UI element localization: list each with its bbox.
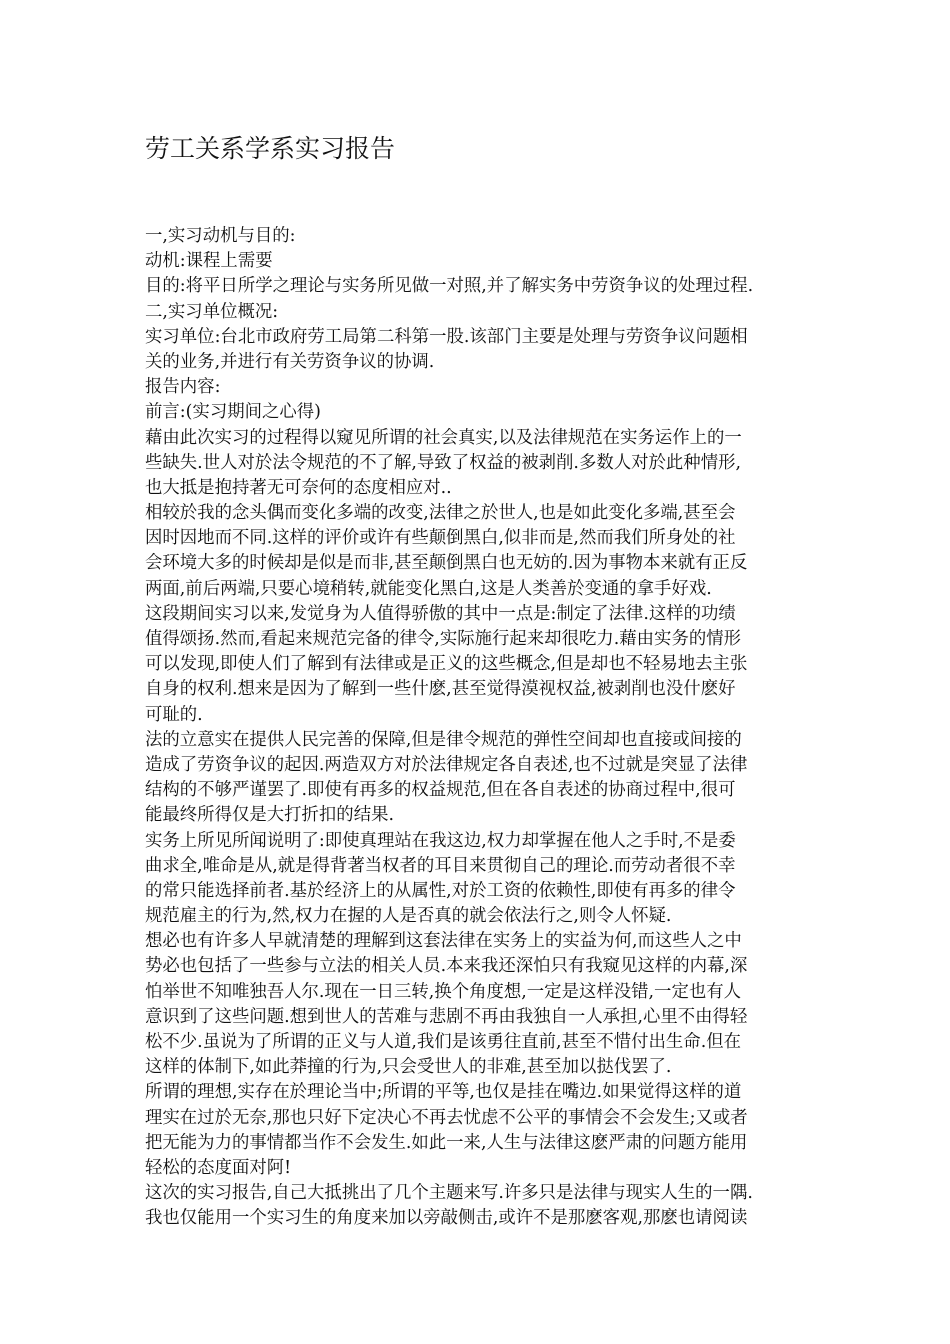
text-line: 这次的实习报告,自己大抵挑出了几个主题来写.许多只是法律与现实人生的一隅. xyxy=(145,1183,753,1204)
text-line: 曲求全,唯命是从,就是得背著当权者的耳目来贯彻自己的理论.而劳动者很不幸 xyxy=(145,855,736,876)
text-line: 值得颂扬.然而,看起来规范完备的律令,实际施行起来却很吃力.藉由实务的情形 xyxy=(145,629,742,649)
text-line: 规范雇主的行为,然,权力在握的人是否真的就会依法行之,则令人怀疑. xyxy=(145,906,672,927)
text-line: 前言:(实习期间之心得) xyxy=(145,402,321,423)
document-title: 劳工关系学系实习报告 xyxy=(145,134,396,163)
text-line: 自身的权利.想来是因为了解到一些什麽,甚至觉得漠视权益,被剥削也没什麽好 xyxy=(145,679,736,700)
text-line: 一,实习动机与目的: xyxy=(145,226,296,246)
text-line: 意识到了这些问题.想到世人的苦难与悲剧不再由我独自一人承担,心里不由得轻 xyxy=(145,1006,748,1027)
text-line: 报告内容: xyxy=(145,377,221,398)
text-line: 关的业务,并进行有关劳资争议的协调. xyxy=(145,351,435,372)
text-line: 能最终所得仅是大打折扣的结果. xyxy=(145,805,394,826)
text-line: 实习单位:台北市政府劳工局第二科第一股.该部门主要是处理与劳资争议问题相 xyxy=(145,326,748,347)
text-line: 因时因地而不同.这样的评价或许有些颠倒黑白,似非而是,然而我们所身处的社 xyxy=(145,528,736,549)
text-line: 把无能为力的事情都当作不会发生.如此一来,人生与法律这麽严肃的问题方能用 xyxy=(145,1132,748,1153)
text-line: 轻松的态度面对阿! xyxy=(145,1157,292,1178)
text-line: 松不少.虽说为了所谓的正义与人道,我们是该勇往直前,甚至不惜付出生命.但在 xyxy=(145,1032,742,1052)
text-line: 想必也有许多人早就清楚的理解到这套法律在实务上的实益为何,而这些人之中 xyxy=(145,931,742,952)
text-line: 目的:将平日所学之理论与实务所见做一对照,并了解实务中劳资争议的处理过程. xyxy=(145,276,754,297)
text-line: 势必也包括了一些参与立法的相关人员.本来我还深怕只有我窥见这样的内幕,深 xyxy=(145,956,748,977)
text-line: 实务上所见所闻说明了:即使真理站在我这边,权力却掌握在他人之手时,不是委 xyxy=(145,830,736,851)
text-line: 所谓的理想,实存在於理论当中;所谓的平等,也仅是挂在嘴边.如果觉得这样的道 xyxy=(145,1082,742,1103)
text-line: 也大抵是抱持著无可奈何的态度相应对.. xyxy=(145,477,452,498)
text-line: 二,实习单位概况: xyxy=(145,301,279,322)
text-line: 这样的体制下,如此莽撞的行为,只会受世人的非难,甚至加以挞伐罢了. xyxy=(145,1057,672,1078)
text-line: 我也仅能用一个实习生的角度来加以旁敲侧击,或许不是那麽客观,那麽也请阅读 xyxy=(145,1208,748,1229)
text-line: 结构的不够严谨罢了.即使有再多的权益规范,但在各自表述的协商过程中,很可 xyxy=(145,780,736,801)
text-line: 些缺失.世人对於法令规范的不了解,导致了权益的被剥削.多数人对於此种情形, xyxy=(145,452,742,473)
text-line: 这段期间实习以来,发觉身为人值得骄傲的其中一点是:制定了法律.这样的功绩 xyxy=(145,603,736,624)
text-line: 动机:课程上需要 xyxy=(145,251,273,272)
text-line: 法的立意实在提供人民完善的保障,但是律令规范的弹性空间却也直接或间接的 xyxy=(145,729,742,750)
text-line: 藉由此次实习的过程得以窥见所谓的社会真实,以及法律规范在实务运作上的一 xyxy=(145,427,742,448)
text-line: 会环境大多的时候却是似是而非,甚至颠倒黑白也无妨的.因为事物本来就有正反 xyxy=(145,553,748,574)
document-body xyxy=(145,224,810,1232)
text-line: 相较於我的念头偶而变化多端的改变,法律之於世人,也是如此变化多端,甚至会 xyxy=(145,503,736,524)
text-line: 两面,前后两端,只要心境稍转,就能变化黑白,这是人类善於变通的拿手好戏. xyxy=(145,578,712,599)
text-line: 理实在过於无奈,那也只好下定决心不再去忧虑不公平的事情会不会发生;又或者 xyxy=(145,1107,748,1128)
text-line: 造成了劳资争议的起因.两造双方对於法律规定各自表述,也不过就是突显了法律 xyxy=(145,754,748,775)
text-line: 的常只能选择前者.基於经济上的从属性,对於工资的依赖性,即使有再多的律令 xyxy=(145,880,736,901)
text-line: 可耻的. xyxy=(145,704,203,725)
text-line: 怕举世不知唯独吾人尔.现在一日三转,换个角度想,一定是这样没错,一定也有人 xyxy=(145,981,742,1002)
text-line: 可以发现,即使人们了解到有法律或是正义的这些概念,但是却也不轻易地去主张 xyxy=(145,654,748,675)
